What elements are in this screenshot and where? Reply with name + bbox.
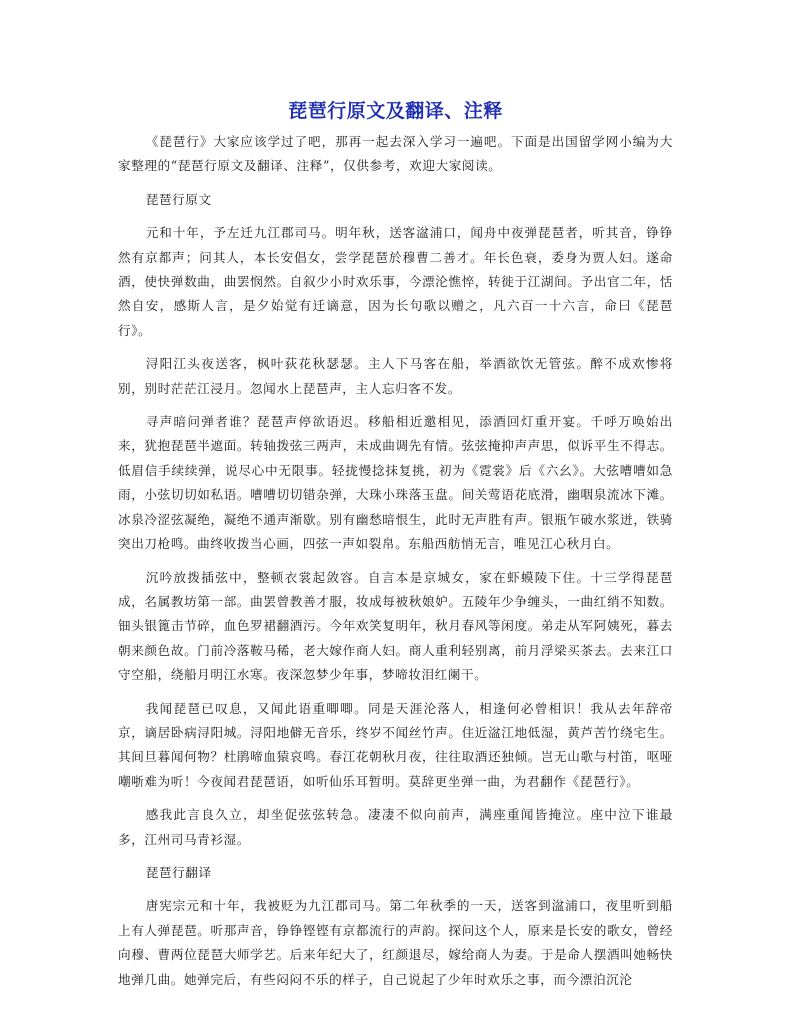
poem-paragraph-3: 沉吟放拨插弦中，整顿衣裳起敛容。自言本是京城女，家在虾蟆陵下住。十三学得琵琶成，名属教坊第一部。曲罢曾教善才服，妆成每被秋娘妒。五陵年少争缠头，一曲红绡不知数。钿头银篦击节碎，血色罗裙翻酒污。今年欢笑复明年，秋月春风等闲度。弟走从军阿姨死，暮去朝来颜色故。门前冷落鞍马稀，老大嫁作商人妇。商人重利轻别离，前月浮梁买茶去。去来江口守空船，绕船月明江水寒。夜深忽梦少年事，梦啼妆泪红阑干。 [118, 569, 673, 683]
document-page [118, 96, 673, 1001]
original-preface-paragraph: 元和十年，予左迁九江郡司马。明年秋，送客湓浦口，闻舟中夜弹琵琶者，听其音，铮铮然有京都声；问其人，本长安倡女，尝学琵琶於穆曹二善才。年长色衰，委身为贾人妇。遂命酒，使快弹数曲，曲罢悯然。自叙少小时欢乐事，今漂沦憔悴，转徙于江湖间。予出官二年，恬然自安，感斯人言，是夕始觉有迁谪意，因为长句歌以赠之，凡六百一十六言，命曰《琵琶行》。 [118, 225, 673, 338]
intro-paragraph: 《琵琶行》大家应该学过了吧，那再一起去深入学习一遍吧。下面是出国留学网小编为大家整理的“琵琶行原文及翻译、注释”，仅供参考，欢迎大家阅读。 [118, 134, 673, 174]
poem-paragraph-2: 寻声暗问弹者谁？琵琶声停欲语迟。移船相近邀相见，添酒回灯重开宴。千呼万唤始出来，犹抱琵琶半遮面。转轴拨弦三两声，未成曲调先有情。弦弦掩抑声声思，似诉平生不得志。低眉信手续续弹，说尽心中无限事。轻拢慢捻抹复挑，初为《霓裳》后《六幺》。大弦嘈嘈如急雨，小弦切切如私语。嘈嘈切切错杂弹，大珠小珠落玉盘。间关莺语花底滑，幽咽泉流冰下滩。冰泉冷涩弦凝绝，凝绝不通声渐歇。别有幽愁暗恨生，此时无声胜有声。银瓶乍破水浆迸，铁骑突出刀枪鸣。曲终收拨当心画，四弦一声如裂帛。东船西舫悄无言，唯见江心秋月白。 [118, 414, 673, 552]
translation-paragraph-1: 唐宪宗元和十年，我被贬为九江郡司马。第二年秋季的一天，送客到湓浦口，夜里听到船上有人弹琵琶。听那声音，铮铮铿铿有京都流行的声韵。探问这个人，原来是长安的歌女，曾经向穆、曹两位琵琶大师学艺。后来年纪大了，红颜退尽，嫁给商人为妻。于是命人摆酒叫她畅快地弹几曲。她弹完后，有些闷闷不乐的样子，自己说起了少年时欢乐之事，而今漂泊沉沦 [118, 898, 673, 987]
translation-heading: 琵琶行翻译 [145, 864, 212, 880]
document-title: 琵琶行原文及翻译、注释 [288, 100, 503, 122]
poem-paragraph-1: 浔阳江头夜送客，枫叶荻花秋瑟瑟。主人下马客在船，举酒欲饮无管弦。醉不成欢惨将别，别时茫茫江浸月。忽闻水上琵琶声，主人忘归客不发。 [118, 356, 673, 396]
original-text-heading: 琵琶行原文 [145, 191, 212, 207]
poem-paragraph-5: 感我此言良久立，却坐促弦弦转急。凄凄不似向前声，满座重闻皆掩泣。座中泣下谁最多，江州司马青衫湿。 [118, 807, 673, 847]
poem-paragraph-4: 我闻琵琶已叹息，又闻此语重唧唧。同是天涯沦落人，相逢何必曾相识！我从去年辞帝京，谪居卧病浔阳城。浔阳地僻无音乐，终岁不闻丝竹声。住近湓江地低湿，黄芦苦竹绕宅生。其间旦暮闻何物？杜鹃啼血猿哀鸣。春江花朝秋月夜，往往取酒还独倾。岂无山歌与村笛，呕哑嘲哳难为听！今夜闻君琵琶语，如听仙乐耳暂明。莫辞更坐弹一曲，为君翻作《琵琶行》。 [118, 700, 673, 789]
